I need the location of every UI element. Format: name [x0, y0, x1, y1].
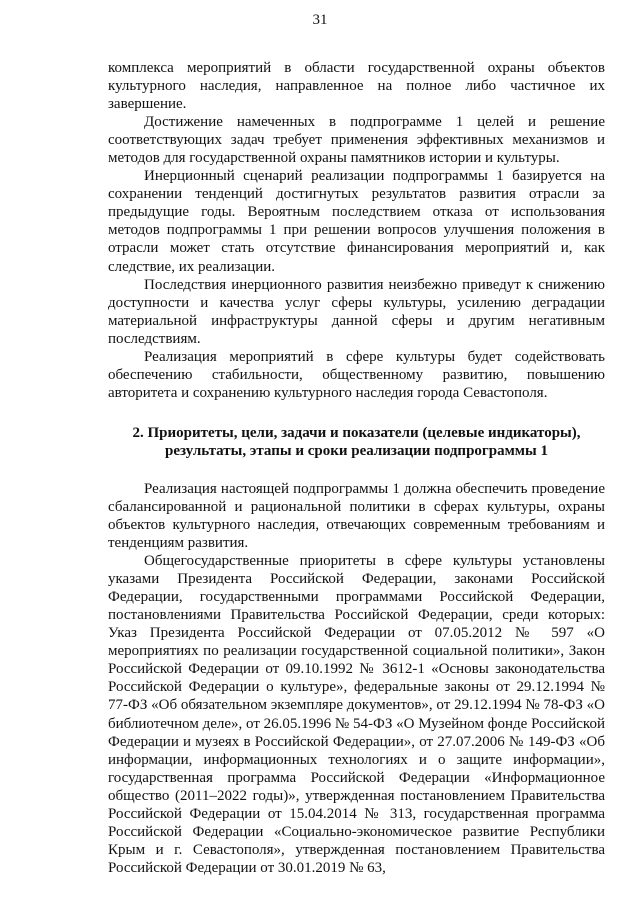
paragraph: Реализация мероприятий в сфере культуры будет содействовать обеспечению стабильности, общественному развитию, повышению авторитета и сохранению культурного наследия города Севастополя. — [108, 348, 605, 401]
paragraph: Достижение намеченных в подпрограмме 1 целей и решение соответствующих задач требует применения эффективных механизмов и методов для государственной охраны памятников истории и культуры. — [108, 114, 605, 167]
paragraph: Последствия инерционного развития неизбежно приведут к снижению доступности и качества услуг сферы культуры, усилению деградации материальной инфраструктуры данной сферы и другим негативным последствиям. — [108, 276, 605, 347]
section-heading-line: результаты, этапы и сроки реализации подпрограммы 1 — [165, 442, 548, 459]
section-heading-line: 2. Приоритеты, цели, задачи и показатели (целевые индикаторы), — [132, 424, 581, 441]
page-number: 31 — [312, 12, 328, 28]
paragraph: Общегосударственные приоритеты в сфере культуры установлены указами Президента Российской Федерации, законами Российской Федерации, государственными программами Российской Федерации, постановлениями Правительства Российской Федерации, среди которых: Указ Президента Российской Федерации от 07.05.2012 № 597 «О мероприятиях по реализации государственной социальной политики», Закон Российской Федерации от 09.10.1992 № 3612-1 «Основы законодательства Российской Федерации о культуре», федеральные законы от 29.12.1994 № 77-ФЗ «Об обязательном экземпляре документов», от 29.12.1994 № 78-ФЗ «О библиотечном деле», от 26.05.1996 № 54-ФЗ «О Музейном фонде Российской Федерации и музеях в Российской Федерации», от 27.07.2006 № 149-ФЗ «Об информации, информационных технологиях и о защите информации», государственная программа Российской Федерации «Информационное общество (2011–2022 годы)», утвержденная постановлением Правительства Российской Федерации от 15.04.2014 № 313, государственная программа Российской Федерации «Социально-экономическое развитие Республики Крым и г. Севастополя», утвержденная постановлением Правительства Российской Федерации от 30.01.2019 № 63, — [108, 553, 605, 876]
paragraph: Реализация настоящей подпрограммы 1 должна обеспечить проведение сбалансированной и рациональной политики в сферах культуры, охраны объектов культурного наследия, отвечающих современным требованиям и тенденциям развития. — [108, 480, 605, 552]
paragraph: комплекса мероприятий в области государственной охраны объектов культурного наследия, направленное на полное либо частичное их завершение. — [108, 60, 605, 113]
section-heading — [108, 424, 605, 460]
paragraph: Инерционный сценарий реализации подпрограммы 1 базируется на сохранении тенденций достигнутых результатов развития отрасли за предыдущие годы. Вероятным последствием отказа от использования методов подпрограммы 1 при решении вопросов улучшения положения в отрасли может стать отсутствие финансирования мероприятий и, как следствие, их реализации. — [108, 168, 605, 275]
document-body — [108, 59, 605, 877]
